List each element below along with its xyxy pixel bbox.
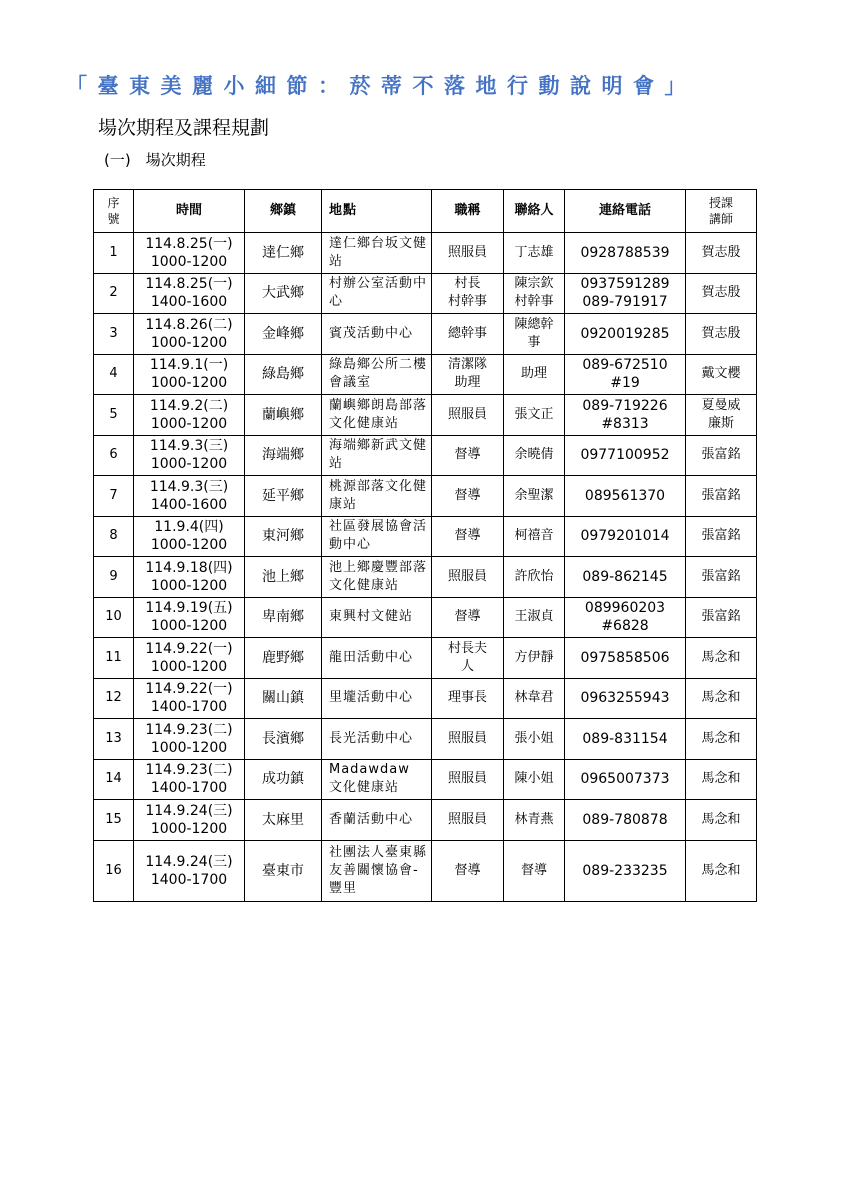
cell-contact: 張文正 [504,395,565,436]
table-row [94,516,757,557]
cell-town: 東河鄉 [245,516,322,557]
cell-lecturer: 張富銘 [686,435,757,476]
cell-lecturer: 馬念和 [686,759,757,800]
section-heading: (一) 場次期程 [104,151,206,169]
cell-town: 延平鄉 [245,476,322,517]
cell-phone: 089-831154 [565,719,686,760]
cell-phone: 089-780878 [565,800,686,841]
cell-time: 114.9.19(五) 1000-1200 [134,597,245,638]
cell-title: 照服員 [432,719,504,760]
cell-phone: 0963255943 [565,678,686,719]
cell-time: 114.9.18(四) 1000-1200 [134,557,245,598]
cell-location: 長光活動中心 [322,719,432,760]
table-row [94,800,757,841]
table-row [94,719,757,760]
cell-phone: 0979201014 [565,516,686,557]
cell-lecturer: 夏曼威 廉斯 [686,395,757,436]
cell-contact: 余曉倩 [504,435,565,476]
cell-title: 照服員 [432,759,504,800]
cell-no: 7 [94,476,134,517]
table-row [94,476,757,517]
cell-phone: 089-862145 [565,557,686,598]
cell-location: 桃源部落文化健康站 [322,476,432,517]
cell-time: 114.9.3(三) 1400-1600 [134,476,245,517]
cell-phone: 089-672510 #19 [565,354,686,395]
cell-phone: 089-233235 [565,840,686,901]
cell-location: 社區發展協會活動中心 [322,516,432,557]
cell-phone: 0928788539 [565,233,686,274]
cell-title: 照服員 [432,557,504,598]
cell-town: 池上鄉 [245,557,322,598]
cell-title: 督導 [432,516,504,557]
table-row [94,273,757,314]
cell-location: 村辦公室活動中心 [322,273,432,314]
table-header-row [94,190,757,233]
cell-location: 池上鄉慶豐部落文化健康站 [322,557,432,598]
cell-time: 114.9.24(三) 1400-1700 [134,840,245,901]
cell-time: 114.8.25(一) 1400-1600 [134,273,245,314]
cell-title: 照服員 [432,233,504,274]
cell-lecturer: 張富銘 [686,557,757,598]
cell-location: 海端鄉新武文健站 [322,435,432,476]
cell-no: 9 [94,557,134,598]
cell-contact: 陳總幹 事 [504,314,565,355]
cell-location: 龍田活動中心 [322,638,432,679]
cell-no: 12 [94,678,134,719]
cell-town: 太麻里 [245,800,322,841]
cell-phone: 0965007373 [565,759,686,800]
cell-location: 蘭嶼鄉朗島部落文化健康站 [322,395,432,436]
table-row [94,435,757,476]
cell-no: 1 [94,233,134,274]
cell-contact: 督導 [504,840,565,901]
cell-contact: 陳宗欽 村幹事 [504,273,565,314]
cell-phone: 0975858506 [565,638,686,679]
cell-no: 3 [94,314,134,355]
cell-no: 6 [94,435,134,476]
cell-no: 10 [94,597,134,638]
cell-no: 14 [94,759,134,800]
table-row [94,557,757,598]
cell-town: 金峰鄉 [245,314,322,355]
cell-contact: 余聖潔 [504,476,565,517]
cell-title: 照服員 [432,395,504,436]
cell-contact: 張小姐 [504,719,565,760]
cell-time: 11.9.4(四) 1000-1200 [134,516,245,557]
cell-lecturer: 張富銘 [686,597,757,638]
cell-contact: 陳小姐 [504,759,565,800]
cell-phone: 0977100952 [565,435,686,476]
cell-time: 114.9.22(一) 1000-1200 [134,638,245,679]
cell-town: 臺東市 [245,840,322,901]
cell-town: 綠島鄉 [245,354,322,395]
header-phone: 連絡電話 [565,190,686,233]
cell-no: 2 [94,273,134,314]
cell-no: 8 [94,516,134,557]
cell-time: 114.9.24(三) 1000-1200 [134,800,245,841]
cell-lecturer: 馬念和 [686,678,757,719]
cell-town: 成功鎮 [245,759,322,800]
header-lecturer: 授課 講師 [686,190,757,233]
cell-time: 114.9.3(三) 1000-1200 [134,435,245,476]
table-row [94,638,757,679]
cell-lecturer: 馬念和 [686,719,757,760]
table-row [94,233,757,274]
cell-no: 13 [94,719,134,760]
cell-location: 達仁鄉台坂文健站 [322,233,432,274]
cell-contact: 助理 [504,354,565,395]
cell-time: 114.9.23(二) 1000-1200 [134,719,245,760]
cell-title: 理事長 [432,678,504,719]
cell-phone: 089561370 [565,476,686,517]
cell-title: 清潔隊 助理 [432,354,504,395]
cell-location: 綠島鄉公所二樓會議室 [322,354,432,395]
cell-location: 里壠活動中心 [322,678,432,719]
cell-title: 督導 [432,476,504,517]
cell-phone: 0937591289 089-791917 [565,273,686,314]
cell-time: 114.9.1(一) 1000-1200 [134,354,245,395]
table-row [94,840,757,901]
cell-title: 村長 村幹事 [432,273,504,314]
cell-town: 海端鄉 [245,435,322,476]
cell-lecturer: 馬念和 [686,800,757,841]
cell-no: 15 [94,800,134,841]
table-row [94,314,757,355]
cell-town: 關山鎮 [245,678,322,719]
cell-contact: 林韋君 [504,678,565,719]
header-location: 地點 [322,190,432,233]
table-row [94,759,757,800]
header-title: 職稱 [432,190,504,233]
cell-location: 東興村文健站 [322,597,432,638]
cell-contact: 許欣怡 [504,557,565,598]
cell-location: 賓茂活動中心 [322,314,432,355]
cell-town: 大武鄉 [245,273,322,314]
cell-lecturer: 賀志殷 [686,314,757,355]
cell-lecturer: 張富銘 [686,476,757,517]
table-row [94,395,757,436]
cell-time: 114.8.26(二) 1000-1200 [134,314,245,355]
cell-town: 卑南鄉 [245,597,322,638]
cell-phone: 0920019285 [565,314,686,355]
cell-time: 114.8.25(一) 1000-1200 [134,233,245,274]
schedule-table [93,189,757,902]
cell-contact: 林青燕 [504,800,565,841]
cell-town: 鹿野鄉 [245,638,322,679]
table-row [94,597,757,638]
table-row [94,354,757,395]
cell-lecturer: 賀志殷 [686,233,757,274]
cell-title: 督導 [432,840,504,901]
cell-location: Madawdaw 文化健康站 [322,759,432,800]
cell-title: 督導 [432,597,504,638]
cell-lecturer: 戴文櫻 [686,354,757,395]
cell-time: 114.9.23(二) 1400-1700 [134,759,245,800]
cell-no: 5 [94,395,134,436]
cell-contact: 王淑貞 [504,597,565,638]
cell-location: 香蘭活動中心 [322,800,432,841]
cell-lecturer: 張富銘 [686,516,757,557]
cell-contact: 方伊靜 [504,638,565,679]
cell-contact: 丁志雄 [504,233,565,274]
cell-lecturer: 賀志殷 [686,273,757,314]
document-subtitle: 場次期程及課程規劃 [98,117,270,139]
header-time: 時間 [134,190,245,233]
cell-lecturer: 馬念和 [686,840,757,901]
cell-contact: 柯禧音 [504,516,565,557]
cell-title: 總幹事 [432,314,504,355]
cell-town: 長濱鄉 [245,719,322,760]
cell-title: 照服員 [432,800,504,841]
table-row [94,678,757,719]
cell-time: 114.9.22(一) 1400-1700 [134,678,245,719]
cell-no: 11 [94,638,134,679]
document-title: 「臺東美麗小細節：菸蒂不落地行動說明會」 [66,74,696,98]
cell-title: 村長夫 人 [432,638,504,679]
cell-title: 督導 [432,435,504,476]
cell-lecturer: 馬念和 [686,638,757,679]
cell-time: 114.9.2(二) 1000-1200 [134,395,245,436]
cell-phone: 089-719226 #8313 [565,395,686,436]
header-no: 序 號 [94,190,134,233]
header-contact: 聯絡人 [504,190,565,233]
cell-town: 蘭嶼鄉 [245,395,322,436]
cell-no: 16 [94,840,134,901]
cell-phone: 089960203 #6828 [565,597,686,638]
cell-location: 社團法人臺東縣友善關懷協會-豐里 [322,840,432,901]
cell-no: 4 [94,354,134,395]
cell-town: 達仁鄉 [245,233,322,274]
header-town: 鄉鎮 [245,190,322,233]
